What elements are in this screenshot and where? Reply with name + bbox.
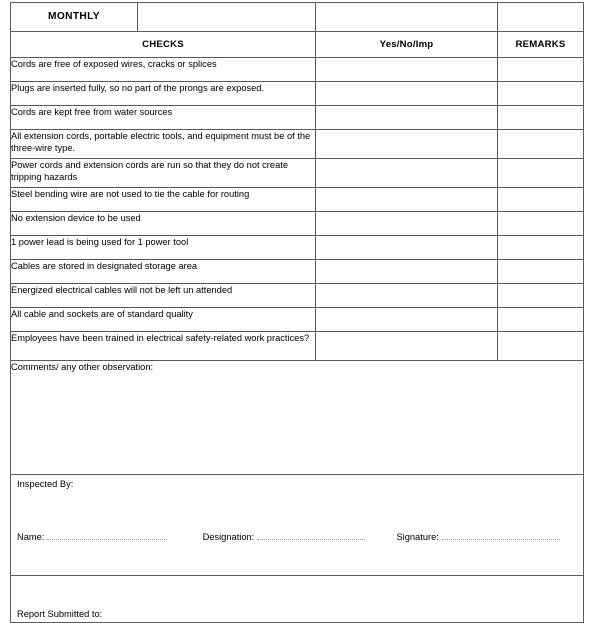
header-checks [11, 32, 316, 58]
signature-input-rule[interactable] [442, 531, 560, 540]
status-input-cell[interactable] [316, 106, 498, 130]
table-row [11, 236, 584, 260]
check-description-cell: Cords are free of exposed wires, cracks or splices [11, 58, 316, 82]
remarks-input-cell[interactable] [498, 159, 584, 188]
comments-row [11, 361, 584, 475]
frequency-cell[interactable] [11, 3, 138, 32]
identification-field-4[interactable] [498, 3, 584, 32]
table-row [11, 284, 584, 308]
table-row [11, 332, 584, 361]
inspection-checklist-table [10, 2, 584, 623]
status-input-cell[interactable] [316, 58, 498, 82]
comments-cell[interactable] [11, 361, 584, 475]
status-input-cell[interactable] [316, 159, 498, 188]
check-description-cell: Energized electrical cables will not be left un attended [11, 284, 316, 308]
table-row [11, 130, 584, 159]
table-row [11, 308, 584, 332]
signature-cell [11, 475, 584, 576]
report-submitted-cell[interactable] [11, 576, 584, 623]
remarks-input-cell[interactable] [498, 106, 584, 130]
remarks-input-cell[interactable] [498, 130, 584, 159]
signature-field[interactable] [396, 531, 561, 542]
header-remarks [498, 32, 584, 58]
header-status-label: Yes/No/Imp [379, 39, 434, 50]
header-status [316, 32, 498, 58]
status-input-cell[interactable] [316, 212, 498, 236]
check-description-cell: No extension device to be used [11, 212, 316, 236]
remarks-input-cell[interactable] [498, 332, 584, 361]
remarks-input-cell[interactable] [498, 188, 584, 212]
check-description-cell: Power cords and extension cords are run so that they do not create tripping hazards [11, 159, 316, 188]
check-description-cell: Employees have been trained in electrical safety-related work practices? [11, 332, 316, 361]
name-label: Name: [17, 532, 45, 542]
table-header-row [11, 32, 584, 58]
remarks-input-cell[interactable] [498, 284, 584, 308]
check-description-cell: All extension cords, portable electric tools, and equipment must be of the three-wire type. [11, 130, 316, 159]
name-field[interactable] [17, 531, 169, 542]
report-submitted-row [11, 576, 584, 623]
check-description-cell: Steel bending wire are not used to tie the cable for routing [11, 188, 316, 212]
table-row [11, 82, 584, 106]
status-input-cell[interactable] [316, 308, 498, 332]
inspection-form-sheet [10, 2, 583, 623]
signature-fields-line [17, 531, 577, 542]
status-input-cell[interactable] [316, 236, 498, 260]
identification-field-3[interactable] [316, 3, 498, 32]
designation-label: Designation: [202, 532, 255, 542]
check-description-cell: All cable and sockets are of standard quality [11, 308, 316, 332]
frequency-label: MONTHLY [48, 11, 100, 22]
table-row [11, 212, 584, 236]
check-description-cell: 1 power lead is being used for 1 power tool [11, 236, 316, 260]
report-submitted-label: Report Submitted to: [17, 609, 103, 619]
header-checks-label: CHECKS [142, 39, 184, 50]
remarks-input-cell[interactable] [498, 236, 584, 260]
remarks-input-cell[interactable] [498, 308, 584, 332]
comments-label: Comments/ any other observation: [11, 362, 154, 372]
table-row [11, 188, 584, 212]
inspected-by-label: Inspected By: [17, 479, 74, 489]
status-input-cell[interactable] [316, 130, 498, 159]
table-row [11, 58, 584, 82]
table-row [11, 159, 584, 188]
status-input-cell[interactable] [316, 82, 498, 106]
status-input-cell[interactable] [316, 260, 498, 284]
form-identification-row [11, 3, 584, 32]
name-input-rule[interactable] [47, 531, 167, 540]
header-remarks-label: REMARKS [515, 39, 566, 50]
designation-field[interactable] [203, 531, 368, 542]
remarks-input-cell[interactable] [498, 58, 584, 82]
remarks-input-cell[interactable] [498, 260, 584, 284]
designation-input-rule[interactable] [257, 531, 365, 540]
status-input-cell[interactable] [316, 188, 498, 212]
remarks-input-cell[interactable] [498, 212, 584, 236]
signature-row [11, 475, 584, 576]
remarks-input-cell[interactable] [498, 82, 584, 106]
table-row [11, 106, 584, 130]
check-description-cell: Plugs are inserted fully, so no part of the prongs are exposed. [11, 82, 316, 106]
table-row [11, 260, 584, 284]
status-input-cell[interactable] [316, 284, 498, 308]
signature-label: Signature: [396, 532, 439, 542]
status-input-cell[interactable] [316, 332, 498, 361]
check-description-cell: Cords are kept free from water sources [11, 106, 316, 130]
identification-field-2[interactable] [138, 3, 316, 32]
check-description-cell: Cables are stored in designated storage area [11, 260, 316, 284]
